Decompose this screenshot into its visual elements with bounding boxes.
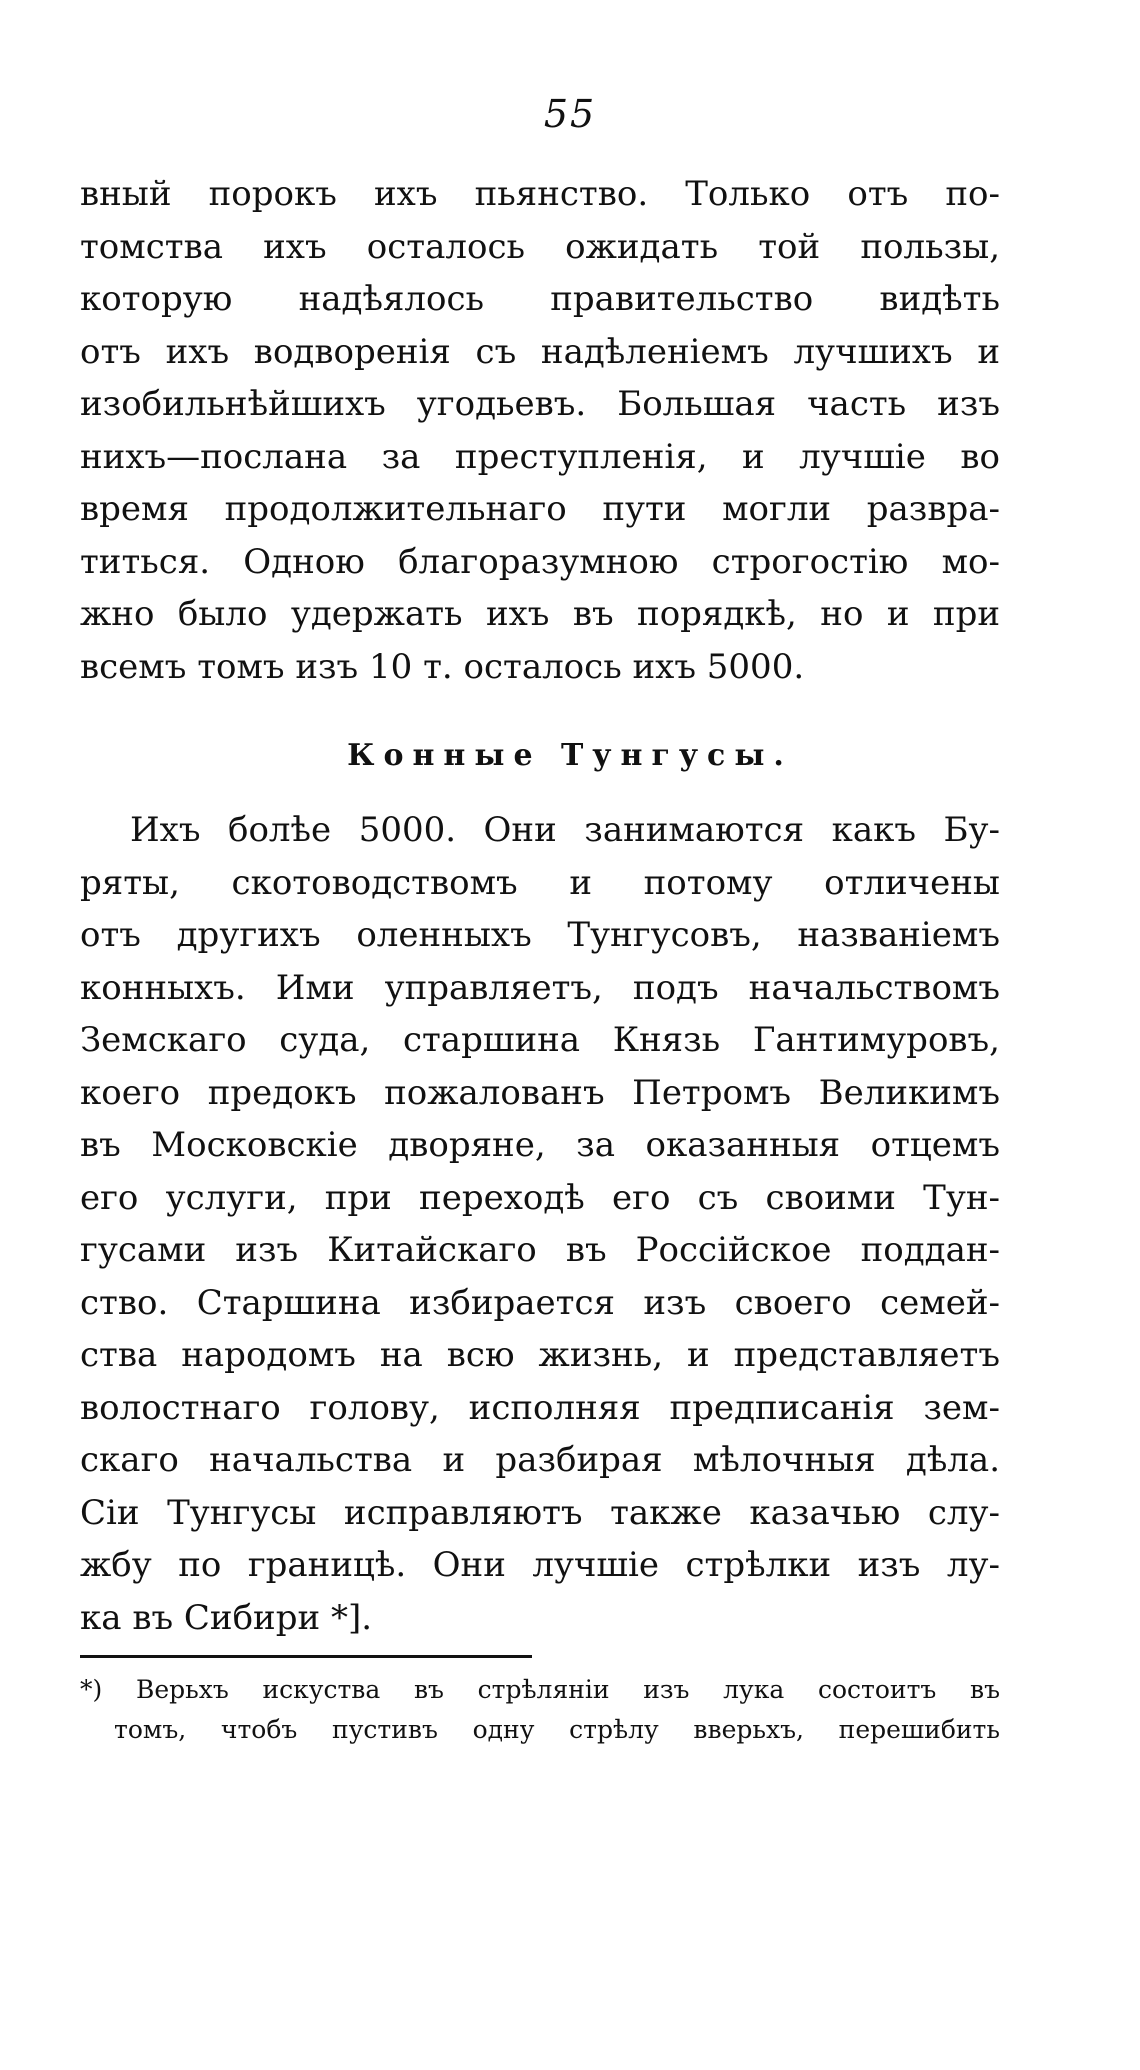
footnote-divider: [80, 1655, 532, 1658]
text-line: ство. Старшина избирается изъ своего семей-: [80, 1282, 1000, 1323]
text-line: которую надѣялось правительство видѣть: [80, 279, 1000, 319]
footnote: [80, 1670, 1000, 1750]
paragraph-konnye-tungusy: [80, 804, 1000, 1644]
text-line: скаго начальства и разбирая мѣлочныя дѣла.: [80, 1440, 1000, 1480]
text-line: отъ ихъ водворенія съ надѣленіемъ лучшихъ и: [80, 331, 1000, 372]
text-line: Ихъ болѣе 5000. Они занимаются какъ Бу-: [130, 810, 1000, 850]
text-line: всемъ томъ изъ 10 т. осталось ихъ 5000.: [80, 646, 805, 687]
footnote-line: *) Верьхъ искуства въ стрѣляніи изъ лука состоитъ въ: [80, 1675, 1000, 1704]
text-line: жбу по границѣ. Они лучшіе стрѣлки изъ лу-: [80, 1545, 1000, 1585]
text-line: коего предокъ пожалованъ Петромъ Великимъ: [80, 1072, 1000, 1113]
text-line: отъ другихъ оленныхъ Тунгусовъ, названіемъ: [80, 915, 1000, 955]
text-line: конныхъ. Ими управляетъ, подъ начальствомъ: [80, 967, 1000, 1008]
text-line: Сіи Тунгусы исправляютъ также казачью слу-: [80, 1492, 1000, 1533]
text-line: вный порокъ ихъ пьянство. Только отъ по-: [80, 174, 1000, 214]
text-line: волостнаго голову, исполняя предписанія зем-: [80, 1387, 1000, 1428]
text-line: гусами изъ Китайскаго въ Россійское поддан-: [80, 1230, 1000, 1270]
text-line: нихъ—послана за преступленія, и лучшіе во: [80, 436, 1000, 477]
text-line: ка въ Сибири *].: [80, 1597, 373, 1638]
text-line: ства народомъ на всю жизнь, и представляетъ: [80, 1335, 1000, 1375]
text-line: Земскаго суда, старшина Князь Гантимуровъ,: [80, 1020, 1000, 1060]
text-line: время продолжительнаго пути могли развра-: [80, 489, 1000, 529]
text-line: изобильнѣйшихъ угодьевъ. Большая часть изъ: [80, 384, 1000, 424]
footnote-line: томъ, чтобъ пустивъ одну стрѣлу вверьхъ, перешибить: [114, 1715, 1000, 1744]
page-number: 55: [543, 92, 597, 136]
text-line: его услуги, при переходѣ его съ своими Тун-: [80, 1177, 1000, 1218]
text-line: въ Московскіе дворяне, за оказанныя отцемъ: [80, 1125, 1000, 1165]
text-line: жно было удержать ихъ въ порядкѣ, но и при: [80, 594, 1000, 634]
text-line: ряты, скотоводствомъ и потому отличены: [80, 862, 1000, 903]
text-line: титься. Одною благоразумною строгостію мо-: [80, 541, 1000, 582]
text-line: томства ихъ осталось ожидать той пользы,: [80, 226, 1000, 267]
paragraph-continued: [80, 168, 1000, 693]
section-heading: Конные Тунгусы.: [347, 738, 793, 773]
